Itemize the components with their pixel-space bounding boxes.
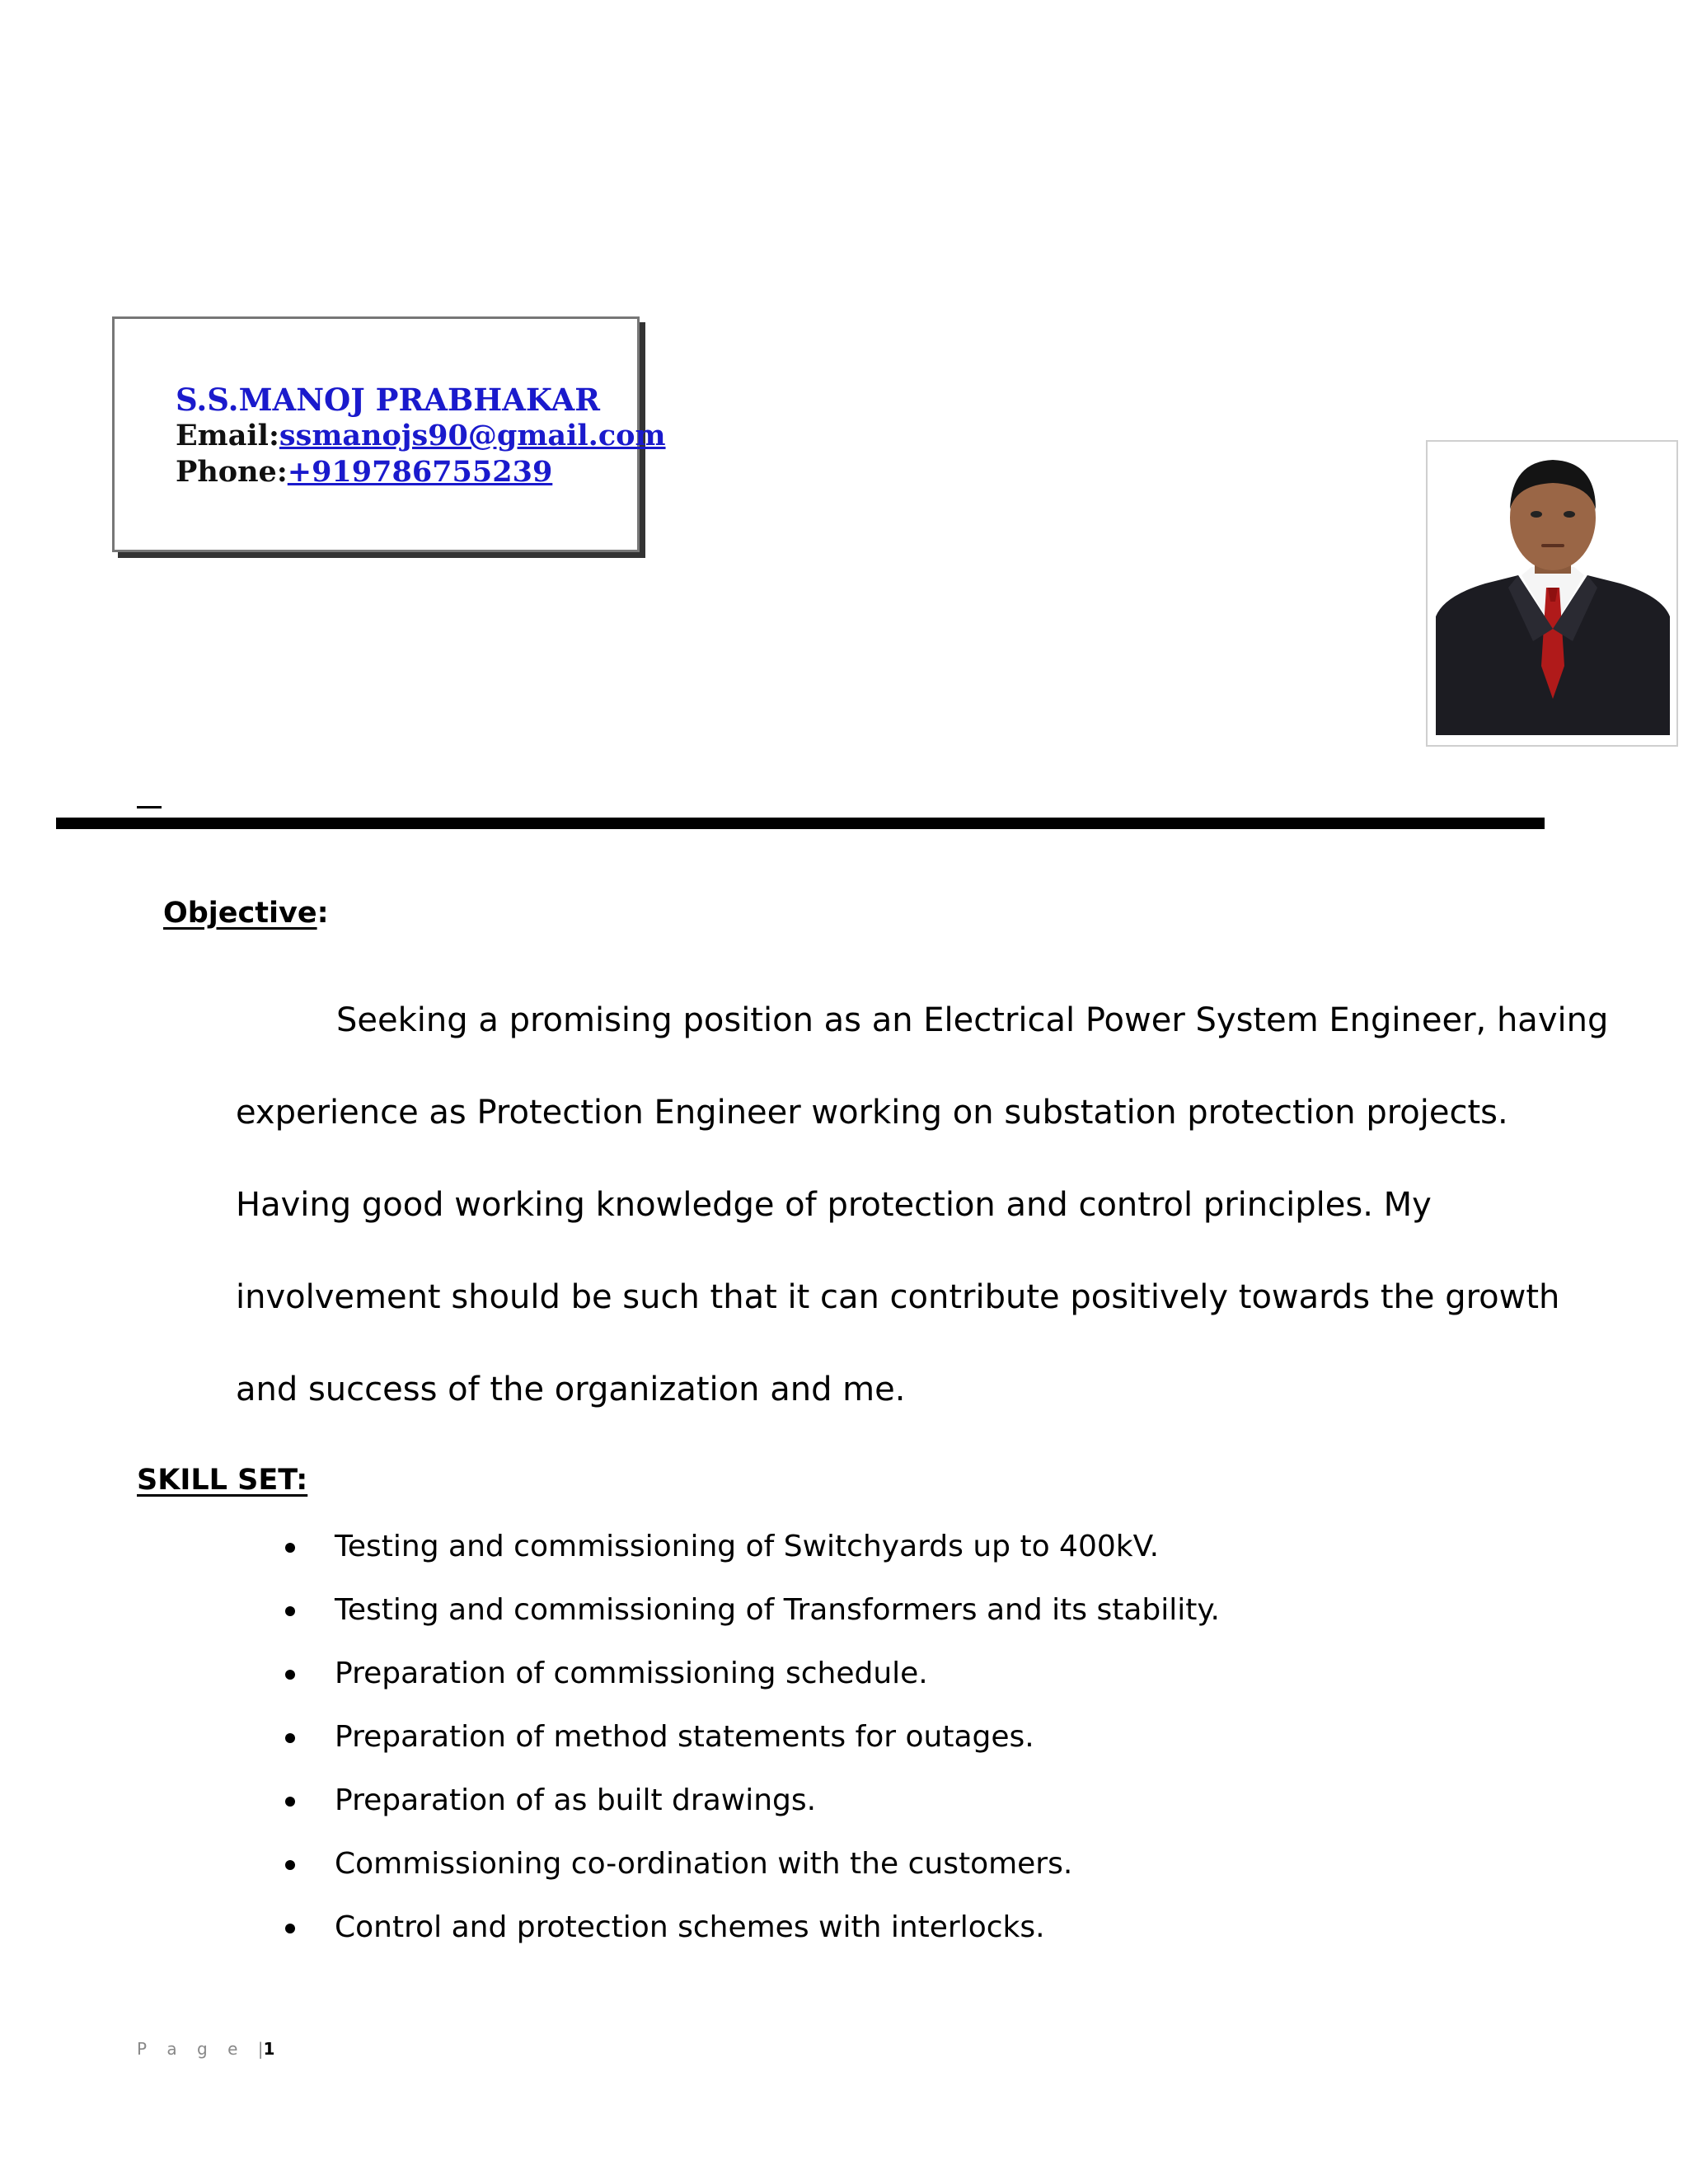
contact-details <box>176 382 666 490</box>
skill-text: Testing and commissioning of Transformers and its stability. <box>335 1593 1220 1627</box>
skill-text: Preparation of method statements for outages. <box>335 1720 1034 1754</box>
objective-heading-colon: : <box>316 897 329 930</box>
email-line <box>176 418 666 454</box>
list-item <box>285 1715 1220 1779</box>
list-item <box>285 1842 1220 1905</box>
objective-heading <box>163 897 329 930</box>
objective-line: experience as Protection Engineer working on substation protection projects. <box>236 1094 1508 1132</box>
page-footer <box>137 2039 274 2059</box>
phone-line <box>176 454 666 490</box>
skill-text: Preparation of commissioning schedule. <box>335 1657 928 1690</box>
objective-line: and success of the organization and me. <box>236 1371 906 1408</box>
bullet-icon <box>285 1797 295 1807</box>
objective-heading-text: Objective <box>163 897 317 930</box>
skill-text: Commissioning co-ordination with the customers. <box>335 1847 1073 1881</box>
skill-text: Preparation of as built drawings. <box>335 1783 817 1817</box>
skill-text: Testing and commissioning of Switchyards up to 400kV. <box>335 1530 1160 1563</box>
page-word: P a g e <box>137 2039 246 2059</box>
objective-line: Seeking a promising position as an Electrical Power System Engineer, having <box>336 1001 1609 1039</box>
contact-box <box>112 316 666 552</box>
list-item <box>285 1905 1220 1969</box>
list-item <box>285 1588 1220 1652</box>
list-item <box>285 1779 1220 1842</box>
bullet-icon <box>285 1543 295 1553</box>
short-dash-mark <box>137 806 162 808</box>
phone-label: Phone: <box>176 455 288 489</box>
page-separator: | <box>257 2039 264 2059</box>
bullet-icon <box>285 1924 295 1933</box>
horizontal-divider <box>56 818 1545 829</box>
bullet-icon <box>285 1606 295 1616</box>
skill-set-heading-text: SKILL SET: <box>137 1464 308 1497</box>
objective-paragraph <box>236 974 1609 1436</box>
page-number: 1 <box>263 2039 275 2059</box>
portrait-image <box>1436 452 1670 735</box>
bullet-icon <box>285 1860 295 1870</box>
email-label: Email: <box>176 419 279 452</box>
skill-text: Control and protection schemes with interlocks. <box>335 1910 1045 1944</box>
candidate-name: S.S.MANOJ PRABHAKAR <box>176 382 601 418</box>
objective-line: Having good working knowledge of protection and control principles. My <box>236 1186 1432 1224</box>
skill-set-heading <box>137 1464 307 1497</box>
bullet-icon <box>285 1670 295 1680</box>
phone-link[interactable]: +919786755239 <box>287 455 553 489</box>
bullet-icon <box>285 1733 295 1743</box>
profile-photo <box>1426 440 1678 747</box>
list-item <box>285 1525 1220 1588</box>
email-link[interactable]: ssmanojs90@gmail.com <box>279 419 666 452</box>
list-item <box>285 1652 1220 1715</box>
objective-line: involvement should be such that it can contribute positively towards the growth <box>236 1278 1560 1316</box>
skill-list <box>285 1525 1220 1969</box>
